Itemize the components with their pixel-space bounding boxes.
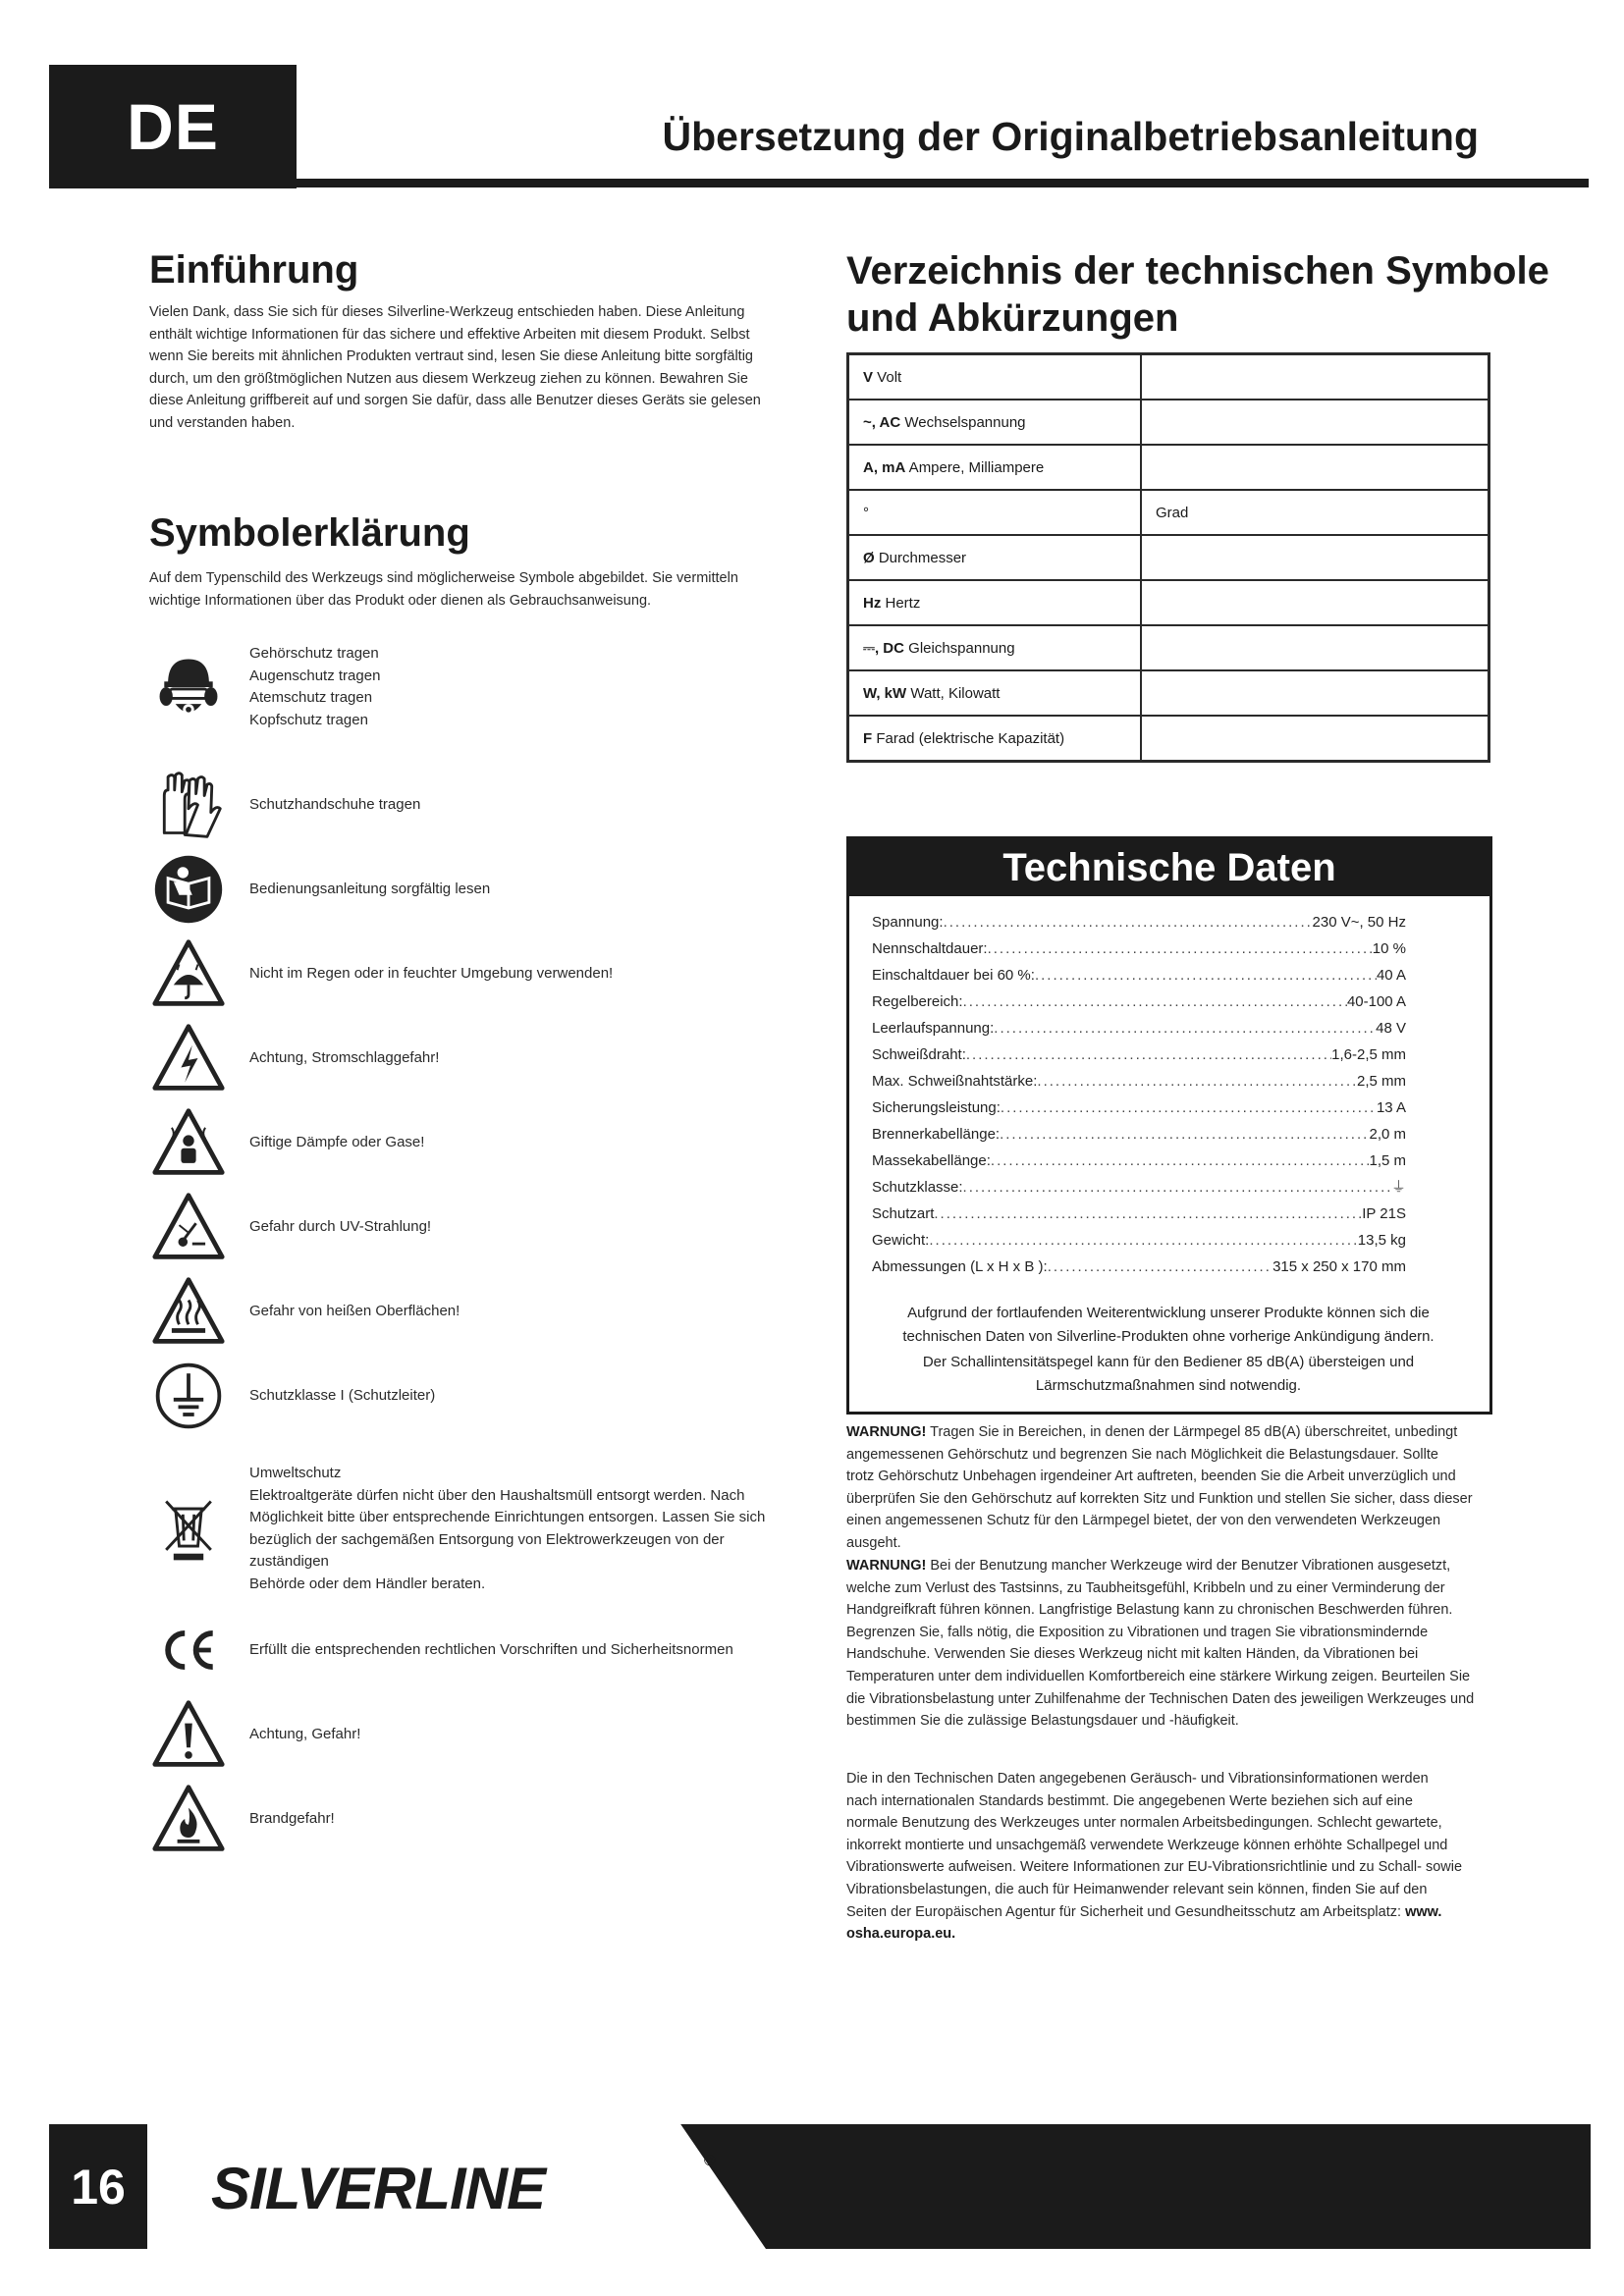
symbol-label: Erfüllt die entsprechenden rechtlichen Vorschriften und Sicherheitsnormen: [249, 1640, 733, 1658]
language-code: DE: [127, 90, 219, 163]
techdata-heading: Technische Daten: [849, 839, 1489, 896]
protective-earth-icon: [149, 1357, 228, 1435]
symbol-item: [149, 1780, 797, 1858]
spec-row: Gewicht: ..... 13,5 kg: [872, 1227, 1406, 1254]
symbol-label: Schutzhandschuhe tragen: [249, 795, 421, 813]
intro-heading: Einführung: [149, 248, 359, 292]
spec-row: Spannung: ..... 230 V~, 50 Hz: [872, 909, 1406, 935]
symbol-item: [149, 1019, 797, 1097]
rain-warning-icon: [149, 934, 228, 1013]
toxic-fumes-icon: [149, 1103, 228, 1182]
symbol-label: Augenschutz tragen: [249, 667, 381, 684]
protective-earth-icon: ⏚: [1390, 1179, 1406, 1196]
ce-mark-icon: [149, 1611, 228, 1689]
symbol-item: [149, 850, 797, 929]
spec-row: Einschaltdauer bei 60 %: ..... 40 A: [872, 962, 1406, 988]
registered-mark: ®: [704, 2153, 716, 2169]
weee-bin-icon: [149, 1490, 228, 1569]
symbol-item: [149, 766, 797, 844]
symbol-label: Möglichkeit bitte über entsprechende Einrichtungen entsorgen. Lassen Sie sich: [249, 1509, 766, 1525]
spec-row: Brennerkabellänge: ..... 2,0 m: [872, 1121, 1406, 1148]
spec-row: Abmessungen (L x H x B ): ..... 315 x 250 x 170 mm: [872, 1254, 1406, 1280]
page-title: Übersetzung der Originalbetriebsanleitung: [662, 114, 1479, 159]
symbol-label: Schutzklasse I (Schutzleiter): [249, 1386, 436, 1404]
spec-row: Schutzart ..... IP 21S: [872, 1201, 1406, 1227]
symbol-label: Achtung, Gefahr!: [249, 1725, 361, 1742]
symbol-item: [149, 1695, 797, 1774]
symbols-heading: Symbolerklärung: [149, 511, 470, 555]
electric-shock-icon: [149, 1019, 228, 1097]
symbol-item: [149, 1188, 797, 1266]
footer-separator: [147, 2124, 157, 2249]
spec-row: Schutzklasse: ..... ⏚: [872, 1174, 1406, 1201]
osha-link[interactable]: www.: [1405, 1903, 1442, 1920]
spec-row: Nennschaltdauer: ..... 10 %: [872, 935, 1406, 962]
header-rule: [297, 179, 1589, 187]
noise-warning: WARNUNG! Tragen Sie in Bereichen, in denen der Lärmpegel 85 dB(A) überschreitet, unbedingt angemessenen Gehörschutz und begrenzen Sie nach Möglichkeit die Belastungsdauer. Sollte trotz Gehörschutz Unbehagen irgendeiner Art auftreten, beenden Sie die Arbeit unverzüglich und überprüfen Sie den Gehörschutz auf korrekten Sitz und Funktion und stellen Sie sicher, dass dieser einen angemessenen Schutz für den Lärmpegel bietet, der von den verwendeten Werkzeugen ausgeht.: [846, 1424, 1473, 1551]
symbol-item: [149, 1272, 797, 1351]
symbol-item: [149, 643, 797, 731]
symbol-label: Gehörschutz tragen: [249, 645, 379, 662]
fire-hazard-icon: [149, 1780, 228, 1858]
symbol-label: Achtung, Stromschlaggefahr!: [249, 1048, 440, 1066]
spec-row: Sicherungsleistung: ..... 13 A: [872, 1095, 1406, 1121]
abbrev-heading: Verzeichnis der technischen Symbole und Abkürzungen: [846, 249, 1549, 340]
table-row: V Volt: [848, 354, 1489, 400]
ppe-head-icon: [149, 648, 228, 726]
symbol-item: [149, 1103, 797, 1182]
symbol-label: Brandgefahr!: [249, 1809, 335, 1827]
table-row: W, kW Watt, Kilowatt: [848, 670, 1489, 716]
symbol-label: Elektroaltgeräte dürfen nicht über den Haushaltsmüll entsorgt werden. Nach: [249, 1486, 745, 1504]
symbol-item: [149, 1611, 797, 1689]
read-manual-icon: [149, 850, 228, 929]
symbol-label: Giftige Dämpfe oder Gase!: [249, 1133, 425, 1150]
symbol-label: Gefahr von heißen Oberflächen!: [249, 1302, 460, 1319]
table-row: F Farad (elektrische Kapazität): [848, 716, 1489, 762]
techdata-note: Aufgrund der fortlaufenden Weiterentwicklung unserer Produkte können sich die technischen Daten von Silverline-Produkten ohne vorherige Ankündigung ändern.: [902, 1305, 1435, 1345]
osha-link[interactable]: osha.europa.eu.: [846, 1926, 956, 1943]
symbol-label: Behörde oder dem Händler beraten.: [249, 1575, 486, 1592]
page-number: 16: [71, 2159, 126, 2215]
symbol-label: Gefahr durch UV-Strahlung!: [249, 1217, 432, 1235]
silverline-logo: SILVERLINE: [211, 2156, 546, 2221]
table-row: ° Grad: [848, 490, 1489, 535]
spec-row: Massekabellänge: ..... 1,5 m: [872, 1148, 1406, 1174]
intro-text: Vielen Dank, dass Sie sich für dieses Silverline-Werkzeug entschieden haben. Diese Anleitung enthält wichtige Informationen für das sichere und effektive Arbeiten mit diesem Produkt. Selbst wenn Sie bereits mit ähnlichen Produkten vertraut sind, lesen Sie diese Anleitung bitte sorgfältig durch, um den größtmöglichen Nutzen aus diesem Werkzeug ziehen zu können. Bewahren Sie diese Anleitung griffbereit auf und sorgen Sie dafür, dass alle Benutzer dieses Geräts sie gelesen und verstanden haben.: [149, 304, 761, 431]
table-row: ~, AC Wechselspannung: [848, 400, 1489, 445]
symbol-label: Kopfschutz tragen: [249, 711, 368, 728]
abbrev-table: [846, 352, 1490, 763]
symbol-item: [149, 934, 797, 1013]
symbol-label: bezüglich der sachgemäßen Entsorgung von Elektrowerkzeugen von der zuständigen: [249, 1530, 725, 1570]
table-row: A, mA Ampere, Milliampere: [848, 445, 1489, 490]
spec-row: Regelbereich: ..... 40-100 A: [872, 988, 1406, 1015]
symbol-label: Bedienungsanleitung sorgfältig lesen: [249, 880, 491, 897]
table-row: Ø Durchmesser: [848, 535, 1489, 580]
symbol-item: [149, 1463, 797, 1595]
vibration-info: Die in den Technischen Daten angegebenen Geräusch- und Vibrationsinformationen werden nach internationalen Standards bestimmt. Die angegebenen Werte beziehen sich auf eine normale Benutzung des Werkzeuges unter normalen Arbeitsbedingungen. Schlecht gewartete, inkorrekt montierte und unsachgemäß verwendete Werkzeuge können erhöhte Schallpegel und Vibrationswerte aufweisen. Weitere Informationen zur EU-Vibrationsrichtlinie und zu Schall- sowie Vibrationsbelastungen, die auch für Heimanwender relevant sein können, finden Sie auf den Seiten der Europäischen Agentur für Sicherheit und Gesundheitsschutz am Arbeitsplatz: www. osha.europa.eu.: [846, 1771, 1463, 1943]
gloves-icon: [149, 766, 228, 844]
spec-row: Schweißdraht: ..... 1,6-2,5 mm: [872, 1041, 1406, 1068]
table-row: ⎓, DC Gleichspannung: [848, 625, 1489, 670]
spec-row: Max. Schweißnahtstärke: ..... 2,5 mm: [872, 1068, 1406, 1095]
general-warning-icon: [149, 1695, 228, 1774]
hot-surface-icon: [149, 1272, 228, 1351]
symbol-label: Nicht im Regen oder in feuchter Umgebung verwenden!: [249, 964, 614, 982]
spec-row: Leerlaufspannung: ..... 48 V: [872, 1015, 1406, 1041]
vibration-warning: WARNUNG! Bei der Benutzung mancher Werkzeuge wird der Benutzer Vibrationen ausgesetzt, welche zum Verlust des Tastsinns, zu Taubheitsgefühl, Kribbeln und zu einer Verminderung der Handgreifkraft führen können. Langfristige Belastung kann zu chronischen Beschwerden führen. Begrenzen Sie, falls nötig, die Exposition zu Vibrationen und tragen Sie vibrationsmindernde Handschuhe. Verwenden Sie dieses Werkzeug nicht mit kalten Händen, da Vibrationen bei Temperaturen unter dem individuellen Komfortbereich eine stärkere Wirkung zeigen. Beurteilen Sie die Vibrationsbelastung unter Zuhilfenahme der Technischen Daten des jeweiligen Werkzeuges und bestimmen Sie die zulässige Belastungsdauer und -häufigkeit.: [846, 1558, 1475, 1730]
uv-radiation-icon: [149, 1188, 228, 1266]
symbol-item: [149, 1357, 797, 1435]
symbol-label: Umweltschutz: [249, 1465, 342, 1481]
symbols-intro: Auf dem Typenschild des Werkzeugs sind möglicherweise Symbole abgebildet. Sie vermitteln wichtige Informationen über das Produkt oder dienen als Gebrauchsanweisung.: [149, 570, 738, 609]
symbol-label: Atemschutz tragen: [249, 689, 373, 706]
table-row: Hz Hertz: [848, 580, 1489, 625]
noise-note: Der Schallintensitätspegel kann für den Bediener 85 dB(A) übersteigen und Lärmschutzmaßnahmen sind notwendig.: [922, 1354, 1415, 1394]
